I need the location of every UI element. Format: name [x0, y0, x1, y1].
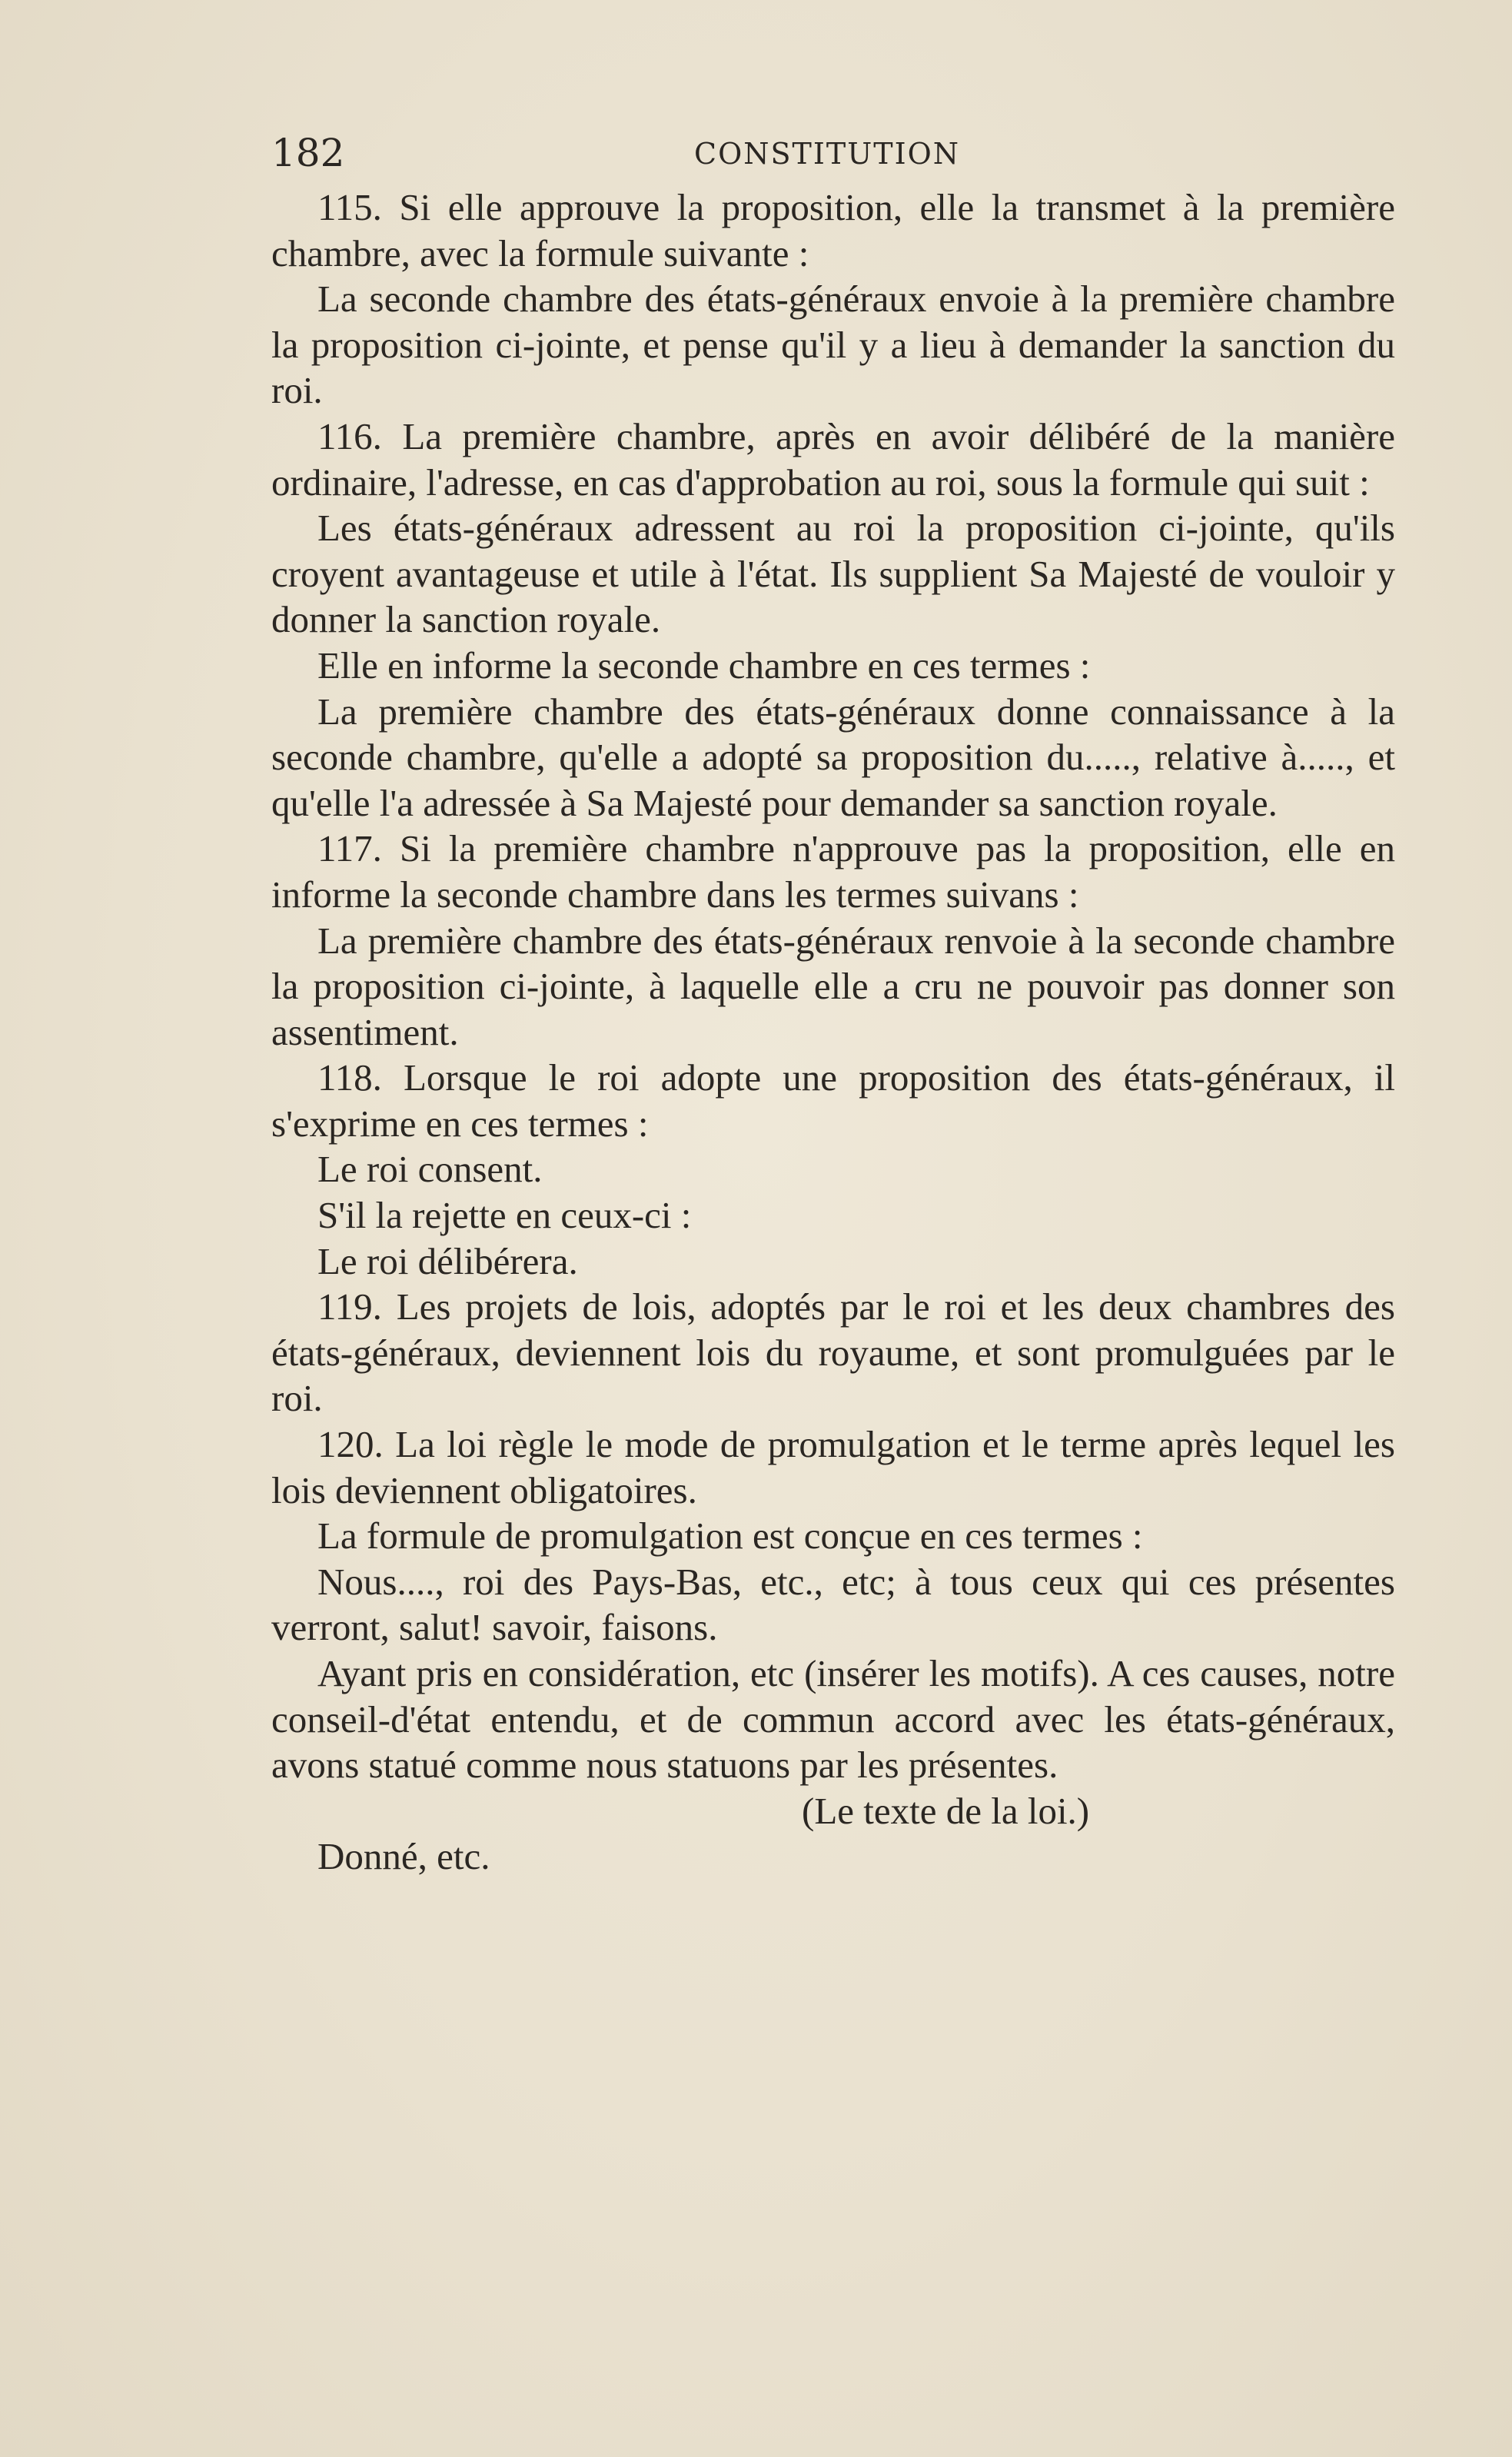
body-text: [271, 185, 1395, 1880]
formula-quote: Les états-généraux adressent au roi la proposition ci-jointe, qu'ils croyent avantageuse et utile à l'état. Ils supplient Sa Majesté de vouloir y donner la sanction royale.: [271, 507, 1395, 641]
page-number: 182: [271, 131, 345, 175]
article-119: 119. Les projets de lois, adoptés par le roi et les deux chambres des états-généraux, deviennent lois du royaume, et sont promulguées par le roi.: [271, 1285, 1395, 1420]
article-120: 120. La loi règle le mode de promulgation et le terme après lequel les lois deviennent obligatoires.: [271, 1423, 1395, 1511]
page-header: [271, 131, 1394, 185]
article-115: 115. Si elle approuve la proposition, elle la transmet à la première chambre, avec la formule suivante :: [271, 186, 1395, 274]
formula-quote: La première chambre des états-généraux renvoie à la seconde chambre la proposition ci-jointe, à laquelle elle a cru ne pouvoir pas donner son assentiment.: [271, 919, 1395, 1053]
closing-line: Donné, etc.: [317, 1835, 490, 1878]
formula-quote: Ayant pris en considération, etc (insérer les motifs). A ces causes, notre conseil-d'état entendu, et de commun accord avec les états-généraux, avons statué comme nous statuons par les présentes.: [271, 1652, 1395, 1787]
formula-quote: Le roi délibérera.: [317, 1239, 578, 1282]
formula-quote: Le roi consent.: [317, 1148, 543, 1191]
paragraph: Elle en informe la seconde chambre en ces termes :: [317, 643, 1091, 687]
paragraph: La formule de promulgation est conçue en ces termes :: [317, 1514, 1143, 1558]
law-text-placeholder: (Le texte de la loi.): [802, 1789, 1090, 1832]
formula-quote: La première chambre des états-généraux donne connaissance à la seconde chambre, qu'elle a adopté sa proposition du....., relative à....., et qu'elle l'a adressée à Sa Majesté pour demander sa sanction royale.: [271, 690, 1395, 824]
formula-quote: La seconde chambre des états-généraux envoie à la première chambre la proposition ci-jointe, et pense qu'il y a lieu à demander la sanction du roi.: [271, 278, 1395, 412]
article-118: 118. Lorsque le roi adopte une proposition des états-généraux, il s'exprime en ces termes :: [271, 1056, 1395, 1145]
running-head: CONSTITUTION: [694, 137, 960, 171]
paragraph: S'il la rejette en ceux-ci :: [317, 1194, 692, 1237]
article-117: 117. Si la première chambre n'approuve pas la proposition, elle en informe la seconde chambre dans les termes suivans :: [271, 827, 1395, 916]
formula-quote: Nous...., roi des Pays-Bas, etc., etc; à tous ceux qui ces présentes verront, salut! savoir, faisons.: [271, 1560, 1395, 1649]
article-116: 116. La première chambre, après en avoir délibéré de la manière ordinaire, l'adresse, en cas d'approbation au roi, sous la formule qui suit :: [271, 414, 1395, 504]
